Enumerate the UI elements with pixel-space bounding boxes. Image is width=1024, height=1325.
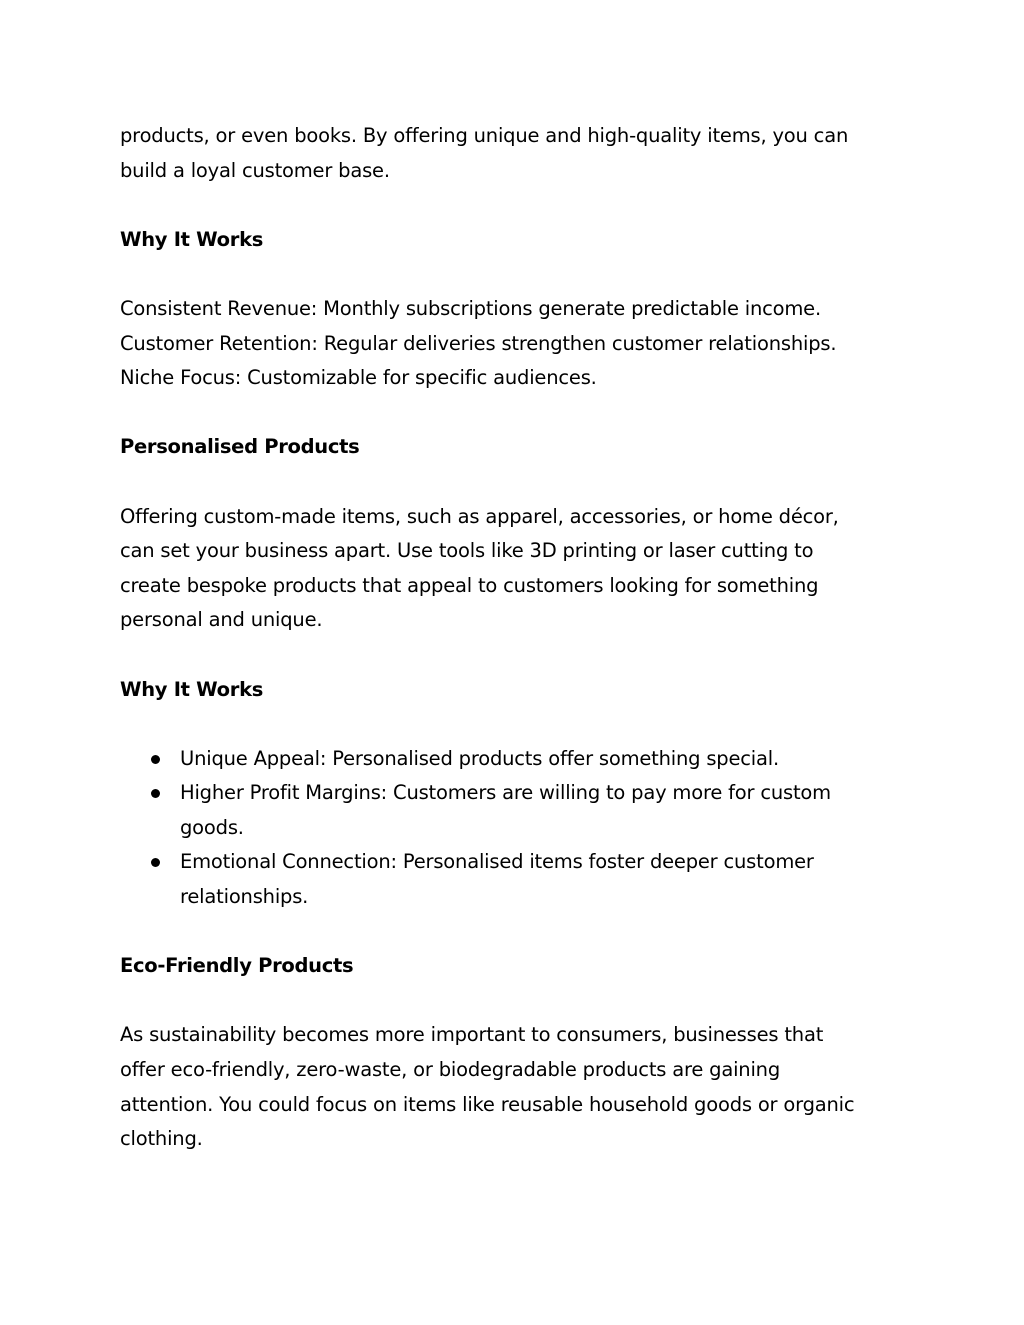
- text-line: personal and unique.: [120, 608, 323, 632]
- section-heading-why-it-works: Why It Works: [120, 227, 264, 251]
- text-line: clothing.: [120, 1127, 203, 1151]
- section-heading-eco-friendly-products: Eco-Friendly Products: [120, 954, 354, 978]
- text-line: Unique Appeal: Personalised products offer something special.: [180, 746, 779, 770]
- text-line: build a loyal customer base.: [120, 158, 390, 182]
- list-item: [180, 776, 910, 845]
- text-line: Emotional Connection: Personalised items foster deeper customer: [180, 850, 814, 874]
- text-line: Niche Focus: Customizable for specific audiences.: [120, 366, 597, 390]
- text-line: can set your business apart. Use tools like 3D printing or laser cutting to: [120, 539, 814, 563]
- text-line: relationships.: [180, 885, 309, 909]
- section-heading-why-it-works-2: Why It Works: [120, 677, 264, 701]
- text-line: attention. You could focus on items like reusable household goods or organic: [120, 1092, 855, 1116]
- text-line: products, or even books. By offering unique and high-quality items, you can: [120, 124, 849, 147]
- personalised-products-paragraph: [120, 500, 910, 638]
- text-line: Offering custom-made items, such as apparel, accessories, or home décor,: [120, 504, 839, 528]
- text-line: Higher Profit Margins: Customers are willing to pay more for custom: [180, 781, 831, 805]
- document-page: [120, 119, 910, 1157]
- benefits-paragraph: [120, 292, 910, 396]
- intro-paragraph: [120, 119, 910, 188]
- list-item: [180, 845, 910, 914]
- text-line: goods.: [180, 815, 244, 839]
- benefits-bullet-list: [120, 742, 910, 915]
- bullet-icon: [151, 755, 160, 764]
- text-line: Customer Retention: Regular deliveries strengthen customer relationships.: [120, 331, 837, 355]
- text-line: As sustainability becomes more important to consumers, businesses that: [120, 1023, 824, 1047]
- eco-friendly-paragraph: [120, 1018, 910, 1156]
- section-heading-personalised-products: Personalised Products: [120, 435, 360, 459]
- text-line: offer eco-friendly, zero-waste, or biodegradable products are gaining: [120, 1058, 781, 1082]
- bullet-icon: [151, 789, 160, 798]
- bullet-icon: [151, 858, 160, 867]
- text-line: create bespoke products that appeal to customers looking for something: [120, 573, 819, 597]
- list-item: [180, 742, 910, 777]
- text-line: Consistent Revenue: Monthly subscriptions generate predictable income.: [120, 296, 821, 320]
